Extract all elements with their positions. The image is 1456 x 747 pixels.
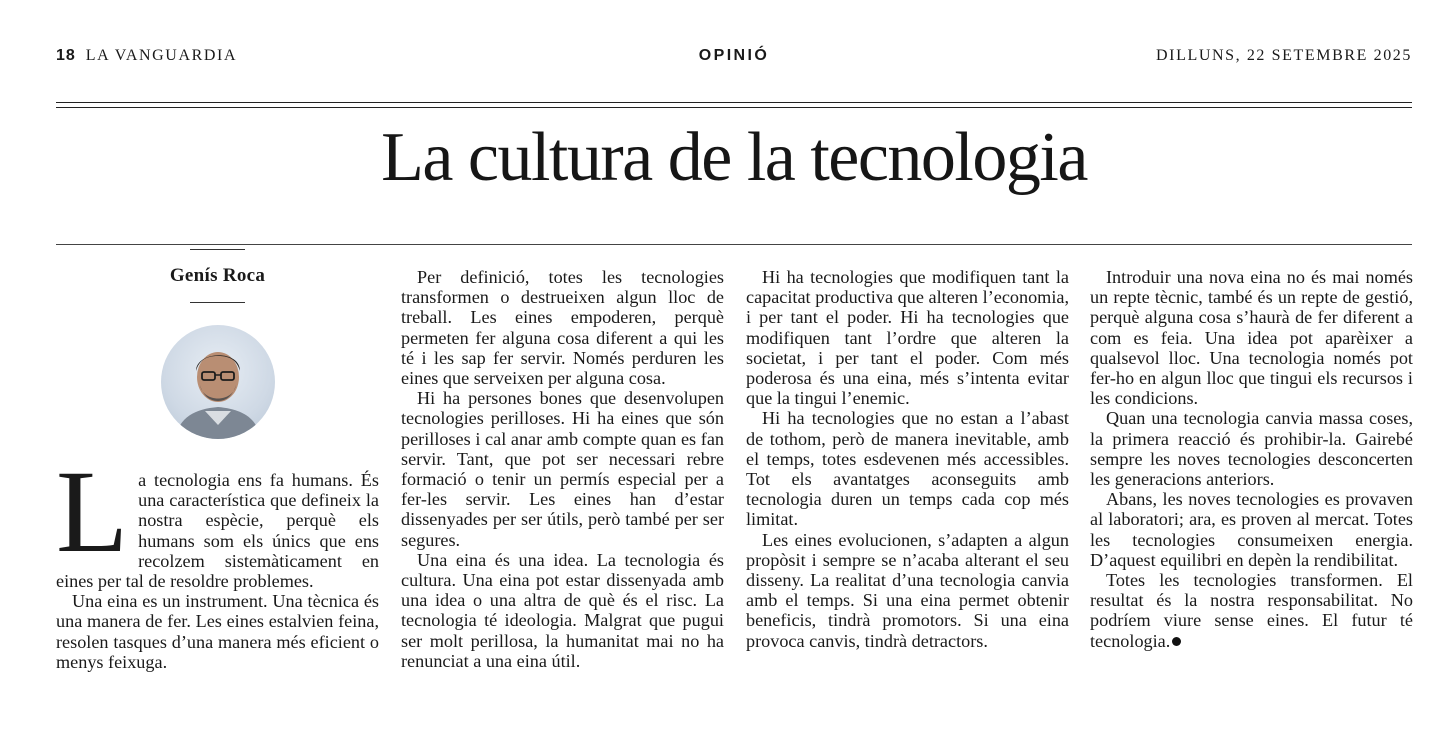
article-column-2: [401, 267, 724, 671]
author-rule-bottom: [190, 302, 245, 303]
paragraph: Per definició, totes les tecnologies transformen o destrueixen algun lloc de treball. Les eines empoderen, perquè permeten fer alguna cosa diferent a qui les té i les sap fer servir. Només perduren les eines que serveixen per alguna cosa.: [401, 267, 724, 389]
publication-name: LA VANGUARDIA: [85, 47, 238, 64]
page-number: 18: [56, 47, 76, 64]
paragraph: Abans, les noves tecnologies es provaven al laboratori; ara, es proven al mercat. Totes les tecnologies consumeixen energia. D’aquest equilibri en depèn la rendibilitat.: [1090, 489, 1413, 570]
paragraph: [56, 446, 379, 592]
paragraph: Una eina es un instrument. Una tècnica és una manera de fer. Les eines estalvien feina, resolen tasques d’una manera més eficient o menys feixuga.: [56, 591, 379, 672]
author-name: Genís Roca: [169, 265, 266, 286]
paragraph-text: Totes les tecnologies transformen. El resultat és la nostra responsabilitat. No podríem viure sense eines. El futur té tecnologia.: [1090, 570, 1413, 651]
article-column-3: [746, 267, 1069, 651]
paragraph: Hi ha tecnologies que no estan a l’abast de tothom, però de manera inevitable, amb el temps, totes esdevenen més accessibles. Tot els avantatges aconseguits amb tecnologia duren un temps cada cop més limitat.: [746, 408, 1069, 530]
issue-date: DILLUNS, 22 SETEMBRE 2025: [1156, 47, 1412, 64]
author-portrait-icon: [161, 325, 275, 439]
article-column-4: [1090, 267, 1413, 651]
masthead: [56, 47, 1412, 71]
headline-rule: [56, 244, 1412, 245]
article-headline: La cultura de la tecnologia: [381, 119, 1087, 196]
paragraph: [1090, 570, 1413, 651]
header-rule-top: [56, 102, 1412, 103]
paragraph: Una eina és una idea. La tecnologia és cultura. Una eina pot estar dissenyada amb una idea o una altra de què és el risc. La tecnologia té ideologia. Malgrat que pugui ser molt perillosa, la humanitat mai no ha renunciat a una eina útil.: [401, 549, 724, 671]
author-photo: [161, 325, 275, 439]
header-rule-bottom: [56, 107, 1412, 108]
section-label: OPINIÓ: [698, 47, 770, 64]
drop-cap: L: [56, 446, 129, 577]
paragraph: Hi ha persones bones que desenvolupen tecnologies perilloses. Hi ha eines que són perilloses i cal anar amb compte quan es fan servir. Tant, que pot ser necessari rebre formació o tenir un permís especial per a fer-les servir. Les eines han d’estar dissenyades per ser útils, però també per ser segures.: [401, 388, 724, 550]
author-rule-top: [190, 249, 245, 250]
paragraph: Les eines evolucionen, s’adapten a algun propòsit i sempre se n’acaba alterant el seu disseny. La realitat d’una tecnologia canvia amb el temps. Si una eina permet obtenir beneficis, tindrà promotors. Si una eina provoca canvis, tindrà detractors.: [746, 529, 1069, 651]
paragraph: Hi ha tecnologies que modifiquen tant la capacitat productiva que alteren l’economia, i per tant el poder. Hi ha tecnologies que modifiquen tant l’ordre que alteren la societat, i per tant el poder. Com més poderosa és una eina, més s’intenta evitar que la tingui l’enemic.: [746, 267, 1069, 409]
paragraph: Quan una tecnologia canvia massa coses, la primera reacció és prohibir-la. Gairebé sempre les noves tecnologies desconcerten les generacions anteriors.: [1090, 408, 1413, 490]
paragraph-text: a tecnologia ens fa humans. És una característica que defineix la nostra espècie, perquè els humans som els únics que ens recolzem sistemàticament en eines per tal de resoldre problemes.: [56, 470, 379, 592]
paragraph: Introduir una nova eina no és mai només un repte tècnic, també és un repte de gestió, perquè alguna cosa s’haurà de fer diferent a com es feia. Una idea pot aparèixer a qualsevol lloc. Una tecnologia només pot fer-ho en algun lloc que tingui els recursos i les condicions.: [1090, 267, 1413, 409]
article-column-1: [56, 446, 379, 672]
end-of-article-icon: [1172, 637, 1181, 646]
author-block: [56, 249, 379, 439]
